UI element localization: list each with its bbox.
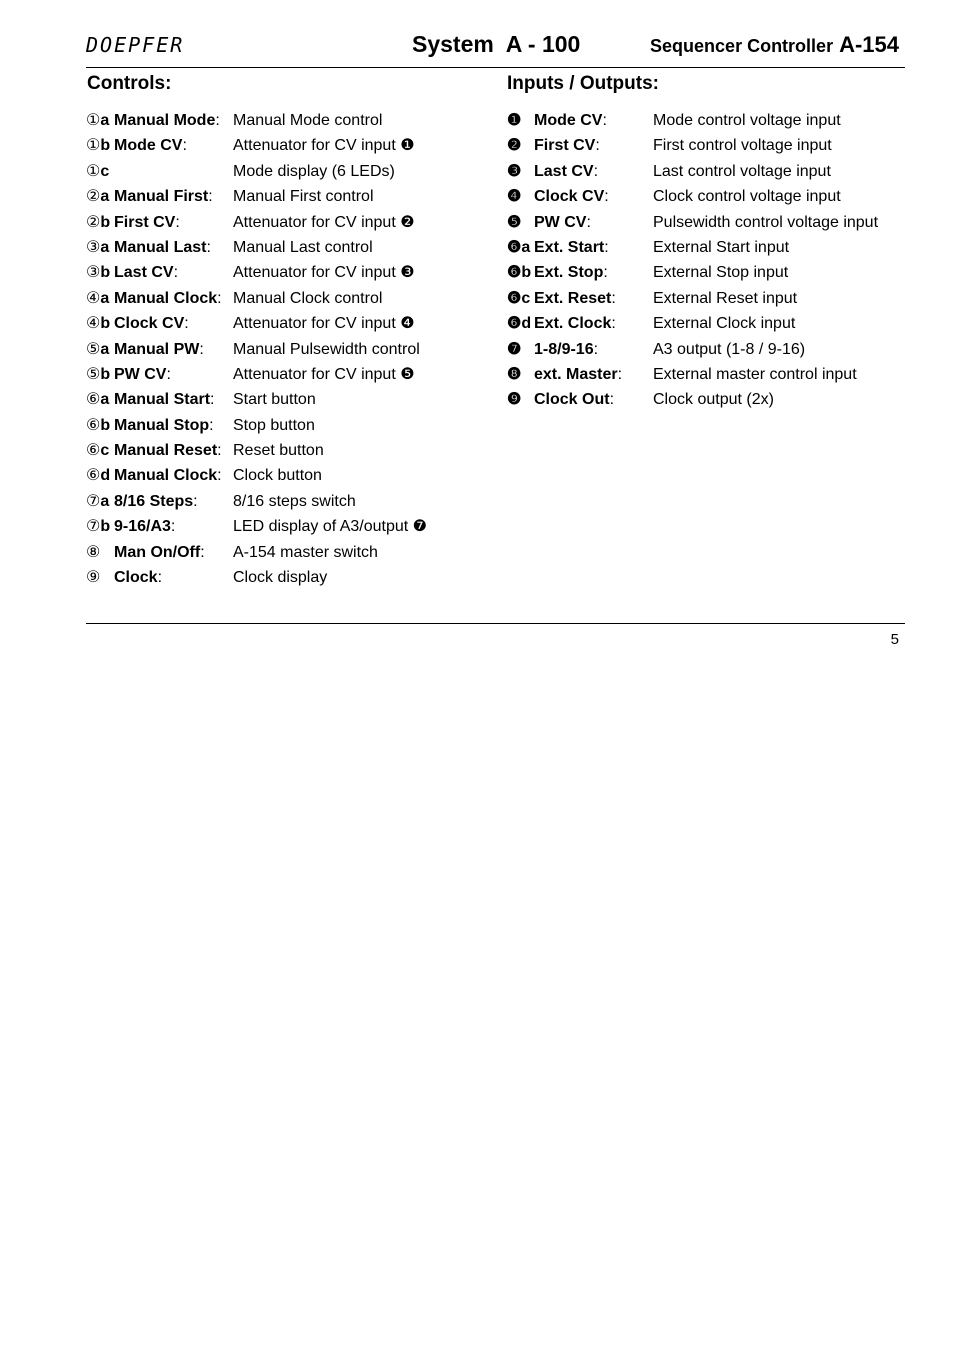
- control-item: [86, 565, 496, 590]
- control-separator: :: [208, 188, 213, 206]
- io-description: External Clock input: [653, 315, 796, 333]
- control-item: [86, 108, 496, 133]
- footer-divider: [86, 623, 905, 624]
- control-label: [86, 540, 205, 565]
- control-separator: :: [175, 213, 180, 231]
- control-subletter: a: [100, 112, 110, 129]
- control-label: [86, 438, 222, 463]
- control-number: ⑦: [86, 492, 101, 510]
- control-description: Mode display (6 LEDs): [233, 162, 395, 180]
- control-subletter: b: [100, 416, 111, 434]
- control-number: ⑦: [86, 518, 101, 536]
- io-separator: :: [611, 289, 616, 307]
- io-separator: :: [602, 112, 607, 129]
- control-number: ①: [86, 137, 101, 155]
- control-description: Manual Pulsewidth control: [233, 340, 420, 358]
- io-description: External Stop input: [653, 264, 789, 282]
- control-item: [86, 311, 496, 336]
- control-description: Clock button: [233, 467, 322, 485]
- control-description: Attenuator for CV input ❸: [233, 264, 415, 282]
- control-label: [86, 311, 189, 336]
- control-description: Attenuator for CV input ❹: [233, 315, 415, 333]
- control-name: Manual First: [114, 188, 209, 206]
- control-label: [86, 210, 180, 235]
- control-description: Start button: [233, 391, 316, 409]
- control-ref: [86, 235, 114, 260]
- control-label: [86, 489, 198, 514]
- header-divider: [86, 67, 905, 68]
- control-separator: :: [217, 289, 222, 307]
- control-name: Last CV: [114, 264, 174, 282]
- io-ref: ❾: [507, 391, 522, 409]
- control-number: ⑤: [86, 365, 101, 383]
- control-item: [86, 514, 496, 539]
- control-ref: [86, 565, 114, 590]
- control-separator: :: [209, 416, 214, 434]
- io-name: Ext. Reset: [534, 289, 612, 307]
- io-description: External master control input: [653, 365, 857, 383]
- io-item: [507, 387, 905, 412]
- control-label: [86, 413, 214, 438]
- control-ref: [86, 210, 114, 235]
- io-separator: :: [593, 162, 599, 180]
- control-ref: [86, 463, 114, 488]
- io-item: [507, 235, 905, 260]
- control-subletter: b: [100, 518, 111, 536]
- io-separator: :: [604, 238, 609, 256]
- control-ref: [86, 286, 114, 311]
- control-name: 9-16/A3: [114, 518, 171, 536]
- io-ref: ❸: [507, 162, 522, 180]
- control-description: 8/16 steps switch: [233, 492, 356, 510]
- control-label: [86, 184, 213, 209]
- control-label: [86, 159, 114, 184]
- io-description: External Reset input: [653, 289, 798, 307]
- io-label: [507, 108, 607, 133]
- control-ref: [86, 413, 114, 438]
- control-subletter: b: [100, 137, 111, 155]
- io-label: [507, 362, 622, 387]
- io-ref: ❹: [507, 188, 522, 206]
- control-ref: [86, 489, 114, 514]
- io-item: [507, 337, 905, 362]
- control-name: Clock: [114, 569, 158, 587]
- control-ref: [86, 311, 114, 336]
- io-ref: ❻d: [507, 315, 532, 333]
- control-item: [86, 413, 496, 438]
- control-separator: :: [215, 112, 220, 129]
- io-ref: ❻c: [507, 289, 531, 307]
- io-ref: ❽: [507, 365, 522, 383]
- io-name: Mode CV: [534, 112, 603, 129]
- control-item: [86, 286, 496, 311]
- control-item: [86, 362, 496, 387]
- control-label: [86, 286, 222, 311]
- control-ref: [86, 337, 114, 362]
- control-separator: :: [199, 340, 204, 358]
- io-separator: :: [611, 315, 616, 333]
- control-ref: [86, 387, 114, 412]
- control-description: Stop button: [233, 416, 315, 434]
- io-description: Pulsewidth control voltage input: [653, 213, 879, 231]
- io-item: [507, 260, 905, 285]
- control-number: ②: [86, 188, 101, 206]
- io-description: A3 output (1-8 / 9-16): [653, 340, 806, 358]
- control-name: Manual Stop: [114, 416, 210, 434]
- control-item: [86, 540, 496, 565]
- control-item: [86, 159, 496, 184]
- io-description: Last control voltage input: [653, 162, 831, 180]
- control-subletter: b: [100, 365, 111, 383]
- io-name: Last CV: [534, 162, 594, 180]
- control-description: Manual Last control: [233, 238, 373, 256]
- control-item: [86, 438, 496, 463]
- control-ref: [86, 362, 114, 387]
- control-label: [86, 260, 178, 285]
- control-label: [86, 337, 204, 362]
- io-name: ext. Master: [534, 365, 618, 383]
- control-separator: :: [210, 391, 215, 409]
- control-number: ⑥: [86, 442, 101, 460]
- control-subletter: d: [100, 467, 111, 485]
- io-name: Clock CV: [534, 188, 605, 206]
- control-description: Attenuator for CV input ❷: [233, 213, 415, 231]
- control-item: [86, 184, 496, 209]
- io-name: 1-8/9-16: [534, 340, 594, 358]
- control-subletter: a: [100, 340, 110, 358]
- control-description: Reset button: [233, 442, 324, 460]
- control-description: Manual Clock control: [233, 289, 383, 307]
- control-ref: [86, 260, 114, 285]
- io-ref: ❷: [507, 137, 522, 155]
- control-separator: :: [193, 492, 198, 510]
- control-separator: :: [217, 442, 222, 460]
- control-number: ②: [86, 213, 101, 231]
- io-item: [507, 286, 905, 311]
- io-name: Ext. Start: [534, 238, 605, 256]
- control-item: [86, 260, 496, 285]
- io-name: PW CV: [534, 213, 587, 231]
- control-number: ⑥: [86, 467, 101, 485]
- control-name: Mode CV: [114, 137, 183, 155]
- io-ref: ❻a: [507, 238, 531, 256]
- control-number: ①: [86, 162, 101, 180]
- product-model: A-154: [839, 32, 899, 57]
- io-label: [507, 184, 609, 209]
- control-item: [86, 489, 496, 514]
- product-title: [650, 32, 899, 58]
- control-separator: :: [170, 518, 176, 536]
- control-subletter: a: [100, 238, 110, 256]
- io-label: [507, 159, 598, 184]
- io-item: [507, 311, 905, 336]
- io-separator: :: [609, 391, 615, 409]
- control-number: ⑥: [86, 391, 101, 409]
- control-name: PW CV: [114, 365, 167, 383]
- control-description: Manual Mode control: [233, 112, 383, 129]
- control-label: [86, 565, 162, 590]
- control-number: ④: [86, 289, 101, 307]
- control-subletter: b: [100, 264, 111, 282]
- control-separator: :: [157, 569, 163, 587]
- control-item: [86, 463, 496, 488]
- io-name: Ext. Clock: [534, 315, 612, 333]
- control-separator: :: [166, 365, 171, 383]
- control-number: ⑨: [86, 569, 101, 587]
- io-list: [507, 108, 905, 413]
- io-separator: :: [604, 188, 609, 206]
- io-description: Mode control voltage input: [653, 112, 841, 129]
- control-item: [86, 133, 496, 158]
- control-name: 8/16 Steps: [114, 492, 194, 510]
- io-ref: ❺: [507, 213, 522, 231]
- control-description: Clock display: [233, 569, 328, 587]
- controls-heading: Controls:: [87, 73, 172, 94]
- control-separator: :: [200, 543, 205, 561]
- control-label: [86, 133, 187, 158]
- control-label: [86, 108, 220, 133]
- control-number: ⑤: [86, 340, 101, 358]
- io-item: [507, 108, 905, 133]
- io-heading: Inputs / Outputs:: [507, 73, 659, 94]
- io-separator: :: [603, 264, 608, 282]
- control-name: Man On/Off: [114, 543, 201, 561]
- page-header: [86, 30, 905, 66]
- control-label: [86, 387, 214, 412]
- control-name: Clock CV: [114, 315, 185, 333]
- control-ref: [86, 438, 114, 463]
- io-label: [507, 337, 598, 362]
- control-ref: [86, 514, 114, 539]
- io-description: Clock output (2x): [653, 391, 774, 409]
- control-description: A-154 master switch: [233, 543, 378, 561]
- control-subletter: c: [100, 162, 110, 180]
- io-item: [507, 210, 905, 235]
- io-label: [507, 210, 591, 235]
- control-separator: :: [182, 137, 187, 155]
- control-ref: [86, 159, 114, 184]
- io-separator: :: [586, 213, 591, 231]
- io-name: First CV: [534, 137, 596, 155]
- controls-list: [86, 108, 496, 590]
- io-description: External Start input: [653, 238, 790, 256]
- control-name: Manual Mode: [114, 112, 216, 129]
- control-subletter: b: [100, 315, 111, 333]
- control-name: Manual Reset: [114, 442, 218, 460]
- control-separator: :: [184, 315, 189, 333]
- control-separator: :: [206, 238, 211, 256]
- io-ref: ❻b: [507, 264, 532, 282]
- control-separator: :: [217, 467, 222, 485]
- io-label: [507, 311, 616, 336]
- control-label: [86, 514, 175, 539]
- control-ref: [86, 540, 114, 565]
- control-label: [86, 463, 222, 488]
- io-description: Clock control voltage input: [653, 188, 841, 206]
- control-subletter: a: [100, 289, 110, 307]
- control-description: Attenuator for CV input ❺: [233, 365, 415, 383]
- control-name: Manual Start: [114, 391, 211, 409]
- control-label: [86, 362, 171, 387]
- control-name: Manual Last: [114, 238, 207, 256]
- control-item: [86, 387, 496, 412]
- control-ref: [86, 108, 114, 133]
- control-ref: [86, 133, 114, 158]
- control-name: Manual PW: [114, 340, 200, 358]
- io-item: [507, 362, 905, 387]
- control-item: [86, 235, 496, 260]
- control-subletter: a: [100, 492, 110, 510]
- io-label: [507, 235, 609, 260]
- io-ref: ❶: [507, 112, 522, 129]
- io-name: Ext. Stop: [534, 264, 604, 282]
- io-item: [507, 133, 905, 158]
- control-subletter: a: [100, 188, 110, 206]
- io-separator: :: [617, 365, 623, 383]
- io-separator: :: [595, 137, 600, 155]
- control-item: [86, 210, 496, 235]
- io-name: Clock Out: [534, 391, 610, 409]
- control-number: ③: [86, 238, 101, 256]
- io-label: [507, 286, 616, 311]
- control-number: ⑧: [86, 543, 101, 561]
- control-description: Attenuator for CV input ❶: [233, 137, 415, 155]
- io-label: [507, 387, 614, 412]
- control-name: Manual Clock: [114, 289, 218, 307]
- io-item: [507, 159, 905, 184]
- control-number: ①: [86, 112, 101, 129]
- system-title: System A - 100: [412, 31, 581, 57]
- io-item: [507, 184, 905, 209]
- control-name: Manual Clock: [114, 467, 218, 485]
- control-subletter: c: [100, 442, 110, 460]
- control-number: ④: [86, 315, 101, 333]
- control-subletter: a: [100, 391, 110, 409]
- control-number: ③: [86, 264, 101, 282]
- product-name: Sequencer Controller: [650, 36, 834, 56]
- io-separator: :: [593, 340, 599, 358]
- control-separator: :: [173, 264, 179, 282]
- control-label: [86, 235, 211, 260]
- io-label: [507, 260, 608, 285]
- control-name: First CV: [114, 213, 176, 231]
- control-description: LED display of A3/output ❼: [233, 518, 428, 536]
- io-description: First control voltage input: [653, 137, 832, 155]
- io-ref: ❼: [507, 340, 522, 358]
- brand-logo: DOEPFER: [86, 33, 185, 57]
- page-number: 5: [890, 631, 899, 648]
- control-ref: [86, 184, 114, 209]
- control-number: ⑥: [86, 416, 101, 434]
- io-label: [507, 133, 600, 158]
- control-subletter: b: [100, 213, 111, 231]
- control-item: [86, 337, 496, 362]
- control-description: Manual First control: [233, 188, 374, 206]
